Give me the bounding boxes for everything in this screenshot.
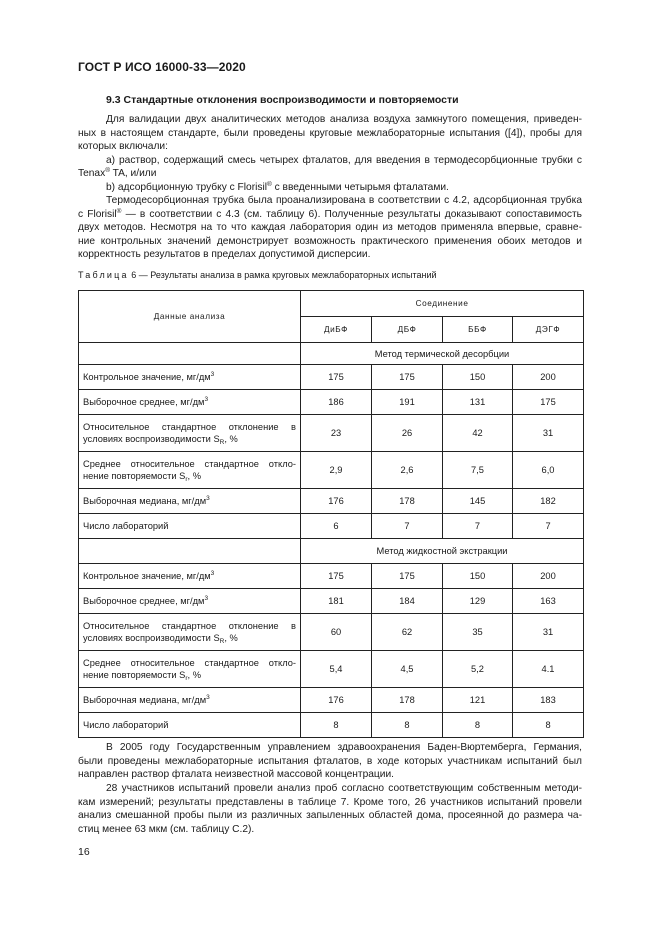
method-spacer-cell <box>79 539 301 564</box>
table-cell: 8 <box>443 713 513 738</box>
table-row <box>79 489 584 514</box>
page-number: 16 <box>78 846 90 858</box>
table-row <box>79 365 584 390</box>
para3-line-2: были проведены межлабораторные испытания фталатов, в ходе которых участникам испытаний был <box>78 755 582 767</box>
table-cell: 121 <box>443 688 513 713</box>
table-cell: 4.1 <box>513 651 584 688</box>
table-row <box>79 713 584 738</box>
para2-line-4: ние контрольных значений демонстрирует возможность практического применения обоих методов и <box>78 235 582 247</box>
row-label-mean: Выборочное среднее, $мг/дм^3$ <box>79 390 301 415</box>
table-cell: 176 <box>301 688 372 713</box>
table-cell: 8 <box>372 713 443 738</box>
table-cell: 7 <box>443 514 513 539</box>
table-cell: 42 <box>443 415 513 452</box>
table-cell: 4,5 <box>372 651 443 688</box>
table-cell: 5,2 <box>443 651 513 688</box>
compound-header: ДБФ <box>372 317 443 343</box>
intro-line-2: ных в настоящем стандарте, были проведены круговые межлабораторные испытания ([4]), пробы для <box>78 127 582 139</box>
table-row <box>79 415 584 452</box>
para2-line-5: корректность результатов в пределах допустимой дисперсии. <box>78 249 371 260</box>
compound-header: ДЭГФ <box>513 317 584 343</box>
table-cell: 184 <box>372 589 443 614</box>
paragraph-participants <box>78 782 582 836</box>
para4-line-1: 28 участников испытаний провели анализ проб согласно соответствующим собственным методи- <box>106 783 582 794</box>
table-cell: 163 <box>513 589 584 614</box>
registered-mark: ® <box>267 180 272 188</box>
tenax-rest: TA, и/или <box>109 168 157 179</box>
table-cell: 7,5 <box>443 452 513 489</box>
table-cell: 8 <box>301 713 372 738</box>
row-label-control: Контрольное значение, $мг/дм^3$ <box>79 564 301 589</box>
table-cell: 7 <box>372 514 443 539</box>
table-cell: 8 <box>513 713 584 738</box>
table-cell: 175 <box>513 390 584 415</box>
table-cell: 62 <box>372 614 443 651</box>
table-caption <box>78 270 437 280</box>
table-row <box>79 651 584 688</box>
table-cell: 175 <box>301 365 372 390</box>
section-title: 9.3 Стандартные отклонения воспроизводимости и повторяемости <box>106 94 459 106</box>
para4-line-4: стиц менее 63 мкм (см. таблицу С.2). <box>78 823 255 835</box>
row-label-labs: Число лабораторий <box>79 713 301 738</box>
table-cell: 150 <box>443 365 513 390</box>
para2-line-2-rest: — в соответствии с 4.3 (см. таблицу 6). Полученные результаты доказывают сопоставимость <box>121 208 582 220</box>
table-cell: 6 <box>301 514 372 539</box>
para2-line-1: Термодесорбционная трубка была проанализирована в соответствии с 4.2, адсорбционная трубка <box>106 195 582 206</box>
document-header: ГОСТ Р ИСО 16000-33—2020 <box>78 60 246 74</box>
table-caption-word: Таблица <box>78 270 129 280</box>
para3-line-1: В 2005 году Государственным управлением здравоохранения Баден-Вюртемберга, Германия, <box>106 742 582 753</box>
list-item-b-rest: с введенными четырьмя фталатами. <box>271 181 449 193</box>
table-row <box>79 514 584 539</box>
para2-line-2: с Florisil <box>78 208 117 220</box>
compound-header: ББФ <box>443 317 513 343</box>
paragraph-2005-study <box>78 741 582 782</box>
para2-line-3: двух методов. Несмотря на то что каждая лаборатория один из методов применяла впервые, сравне- <box>78 222 582 233</box>
table-cell: 2,9 <box>301 452 372 489</box>
table-row <box>79 564 584 589</box>
intro-line-1: Для валидации двух аналитических методов анализа воздуха замкнутого помещения, приведен- <box>106 114 582 125</box>
para3-line-3: направлен раствор фталата неизвестной массовой концентрации. <box>78 769 394 780</box>
table-row <box>79 589 584 614</box>
method-thermal-desorption: Метод термической десорбции <box>301 343 584 365</box>
table-cell: 200 <box>513 365 584 390</box>
table-cell: 186 <box>301 390 372 415</box>
results-table <box>78 290 584 738</box>
table-cell: 35 <box>443 614 513 651</box>
table-cell: 26 <box>372 415 443 452</box>
compound-header: ДиБФ <box>301 317 372 343</box>
registered-mark: ® <box>116 207 122 215</box>
row-label-rsd-reproducibility: Относительное стандартное отклонение в условиях воспроизводимости $S_R$, % <box>79 614 301 651</box>
table-cell: 175 <box>301 564 372 589</box>
para4-line-3: анализ смешанной пробы пыли из различных запыленных областей дома, просеянной до размера ча- <box>78 810 582 821</box>
column-header-analysis: Данные анализа <box>79 291 301 343</box>
table-row <box>79 688 584 713</box>
table-cell: 145 <box>443 489 513 514</box>
table-cell: 175 <box>372 564 443 589</box>
table-cell: 31 <box>513 614 584 651</box>
table-row <box>79 452 584 489</box>
para4-line-2: кам измерений; результаты представлены в таблице 7. Кроме того, 26 участников испытаний провели <box>78 796 582 808</box>
column-header-compound: Соединение <box>301 291 584 317</box>
table-cell: 129 <box>443 589 513 614</box>
table-cell: 131 <box>443 390 513 415</box>
table-cell: 2,6 <box>372 452 443 489</box>
intro-paragraph <box>78 113 582 194</box>
table-cell: 7 <box>513 514 584 539</box>
table-cell: 6,0 <box>513 452 584 489</box>
table-cell: 178 <box>372 489 443 514</box>
table-cell: 178 <box>372 688 443 713</box>
tenax-text: Tenax <box>78 168 106 179</box>
method-paragraph <box>78 194 582 262</box>
table-cell: 23 <box>301 415 372 452</box>
row-label-rsd-repeatability: Среднее относительное стандартное откло-нение повторяемости $S_r$, % <box>79 452 301 489</box>
row-label-rsd-reproducibility: Относительное стандартное отклонение в условиях воспроизводимости $S_R$, % <box>79 415 301 452</box>
method-liquid-extraction: Метод жидкостной экстракции <box>301 539 584 564</box>
table-cell: 176 <box>301 489 372 514</box>
registered-mark: ® <box>105 167 110 174</box>
table-cell: 182 <box>513 489 584 514</box>
table-cell: 191 <box>372 390 443 415</box>
row-label-rsd-repeatability: Среднее относительное стандартное откло-нение повторяемости $S_r$, % <box>79 651 301 688</box>
table-cell: 200 <box>513 564 584 589</box>
row-label-control: Контрольное значение, $мг/дм^3$ <box>79 365 301 390</box>
row-label-median: Выборочная медиана, $мг/дм^3$ <box>79 489 301 514</box>
table-row <box>79 614 584 651</box>
table-cell: 181 <box>301 589 372 614</box>
row-label-mean: Выборочное среднее, $мг/дм^3$ <box>79 589 301 614</box>
table-cell: 60 <box>301 614 372 651</box>
table-cell: 5,4 <box>301 651 372 688</box>
list-item-b: b) адсорбционную трубку с Florisil <box>106 181 267 193</box>
table-cell: 150 <box>443 564 513 589</box>
table-cell: 31 <box>513 415 584 452</box>
table-cell: 175 <box>372 365 443 390</box>
list-item-a: а) раствор, содержащий смесь четырех фталатов, для введения в термодесорбционные трубки с <box>106 154 582 166</box>
table-caption-text: 6 — Результаты анализа в рамка круговых межлабораторных испытаний <box>128 270 437 280</box>
table-cell: 183 <box>513 688 584 713</box>
intro-line-3: которых включали: <box>78 141 168 152</box>
method-spacer-cell <box>79 343 301 365</box>
row-label-labs: Число лабораторий <box>79 514 301 539</box>
table-row <box>79 390 584 415</box>
row-label-median: Выборочная медиана, $мг/дм^3$ <box>79 688 301 713</box>
